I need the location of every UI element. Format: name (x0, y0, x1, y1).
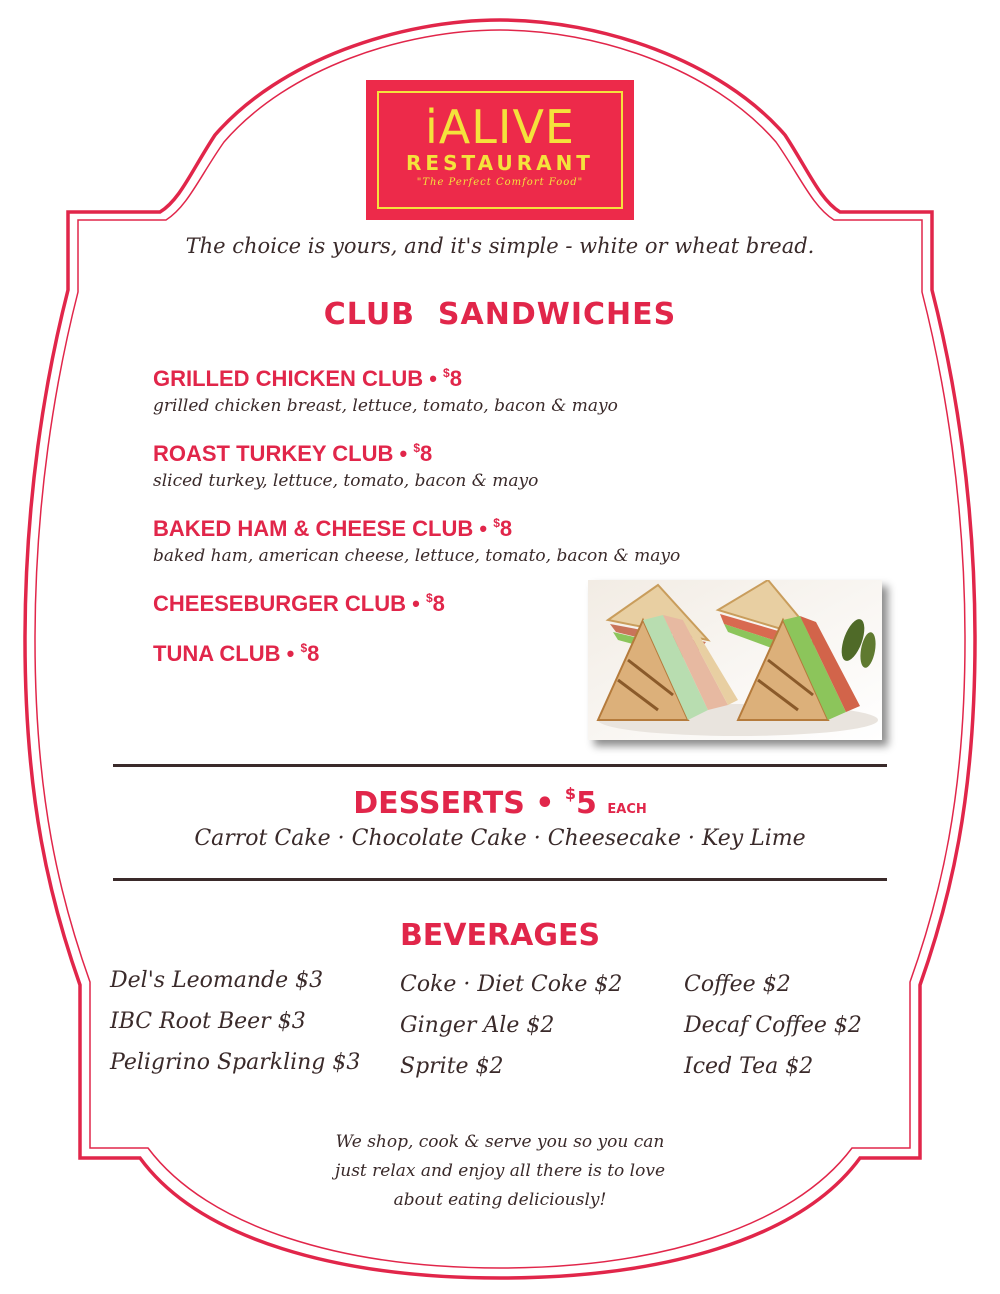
item-name-text: BAKED HAM & CHEESE CLUB • (153, 516, 488, 541)
intro-text: The choice is yours, and it's simple - white or wheat bread. (185, 234, 815, 258)
menu-item (153, 358, 873, 418)
closing-message (250, 1128, 750, 1215)
beverages-column (110, 960, 360, 1083)
sandwich-photo (588, 580, 882, 740)
beverage-item: IBC Root Beer $3 (110, 1009, 306, 1034)
restaurant-logo (366, 80, 634, 220)
beverage-item: Iced Tea $2 (684, 1054, 814, 1079)
item-price: 8 (499, 516, 513, 541)
menu-item (153, 508, 873, 568)
logo-tagline: "The Perfect Comfort Food" (416, 177, 584, 188)
currency-symbol: $ (443, 366, 450, 380)
item-price: 8 (420, 441, 433, 466)
logo-subtitle: RESTAURANT (406, 151, 594, 175)
item-name (153, 508, 873, 544)
closing-line: We shop, cook & serve you so you can (335, 1132, 665, 1152)
desserts-title (100, 784, 900, 821)
beverage-item: Del's Leomande $3 (110, 968, 324, 993)
item-description: baked ham, american cheese, lettuce, tomato, bacon & mayo (153, 546, 681, 566)
currency-symbol: $ (300, 641, 308, 655)
dessert-unit: EACH (607, 802, 647, 817)
beverages-column (400, 964, 622, 1087)
beverage-item: Ginger Ale $2 (400, 1013, 555, 1038)
item-name-text: TUNA CLUB • (153, 641, 295, 666)
dessert-price: 5 (576, 786, 597, 821)
beverage-item: Decaf Coffee $2 (684, 1013, 862, 1038)
item-name-text: CHEESEBURGER CLUB • (153, 591, 420, 616)
beverages-title: BEVERAGES (399, 918, 601, 953)
beverages-column (684, 964, 862, 1087)
currency-symbol: $ (493, 516, 500, 530)
item-description: sliced turkey, lettuce, tomato, bacon & mayo (153, 471, 539, 491)
beverage-item: Coke · Diet Coke $2 (400, 972, 623, 997)
item-name (153, 433, 873, 469)
closing-line: about eating deliciously! (393, 1190, 607, 1210)
divider (113, 878, 887, 881)
item-price: 8 (432, 591, 445, 616)
closing-line: just relax and enjoy all there is to love (334, 1161, 666, 1181)
logo-border (377, 91, 623, 209)
club-sandwiches-title: CLUB SANDWICHES (323, 297, 677, 332)
item-name-text: GRILLED CHICKEN CLUB • (153, 366, 437, 391)
beverage-item: Sprite $2 (400, 1054, 504, 1079)
item-name-text: ROAST TURKEY CLUB • (153, 441, 408, 466)
currency-symbol: $ (425, 591, 433, 605)
divider (113, 764, 887, 767)
item-description: grilled chicken breast, lettuce, tomato, bacon & mayo (153, 396, 618, 416)
currency-symbol: $ (564, 784, 577, 803)
logo-brand: iALIVE (425, 100, 575, 154)
menu-item (153, 433, 873, 493)
currency-symbol: $ (413, 441, 421, 455)
beverage-item: Coffee $2 (684, 972, 791, 997)
desserts-title-text: DESSERTS • (353, 786, 555, 821)
item-price: 8 (307, 641, 320, 666)
beverage-item: Peligrino Sparkling $3 (110, 1050, 361, 1075)
item-name (153, 358, 873, 394)
item-price: 8 (449, 366, 462, 391)
desserts-list: Carrot Cake · Chocolate Cake · Cheesecake · Key Lime (194, 826, 806, 851)
